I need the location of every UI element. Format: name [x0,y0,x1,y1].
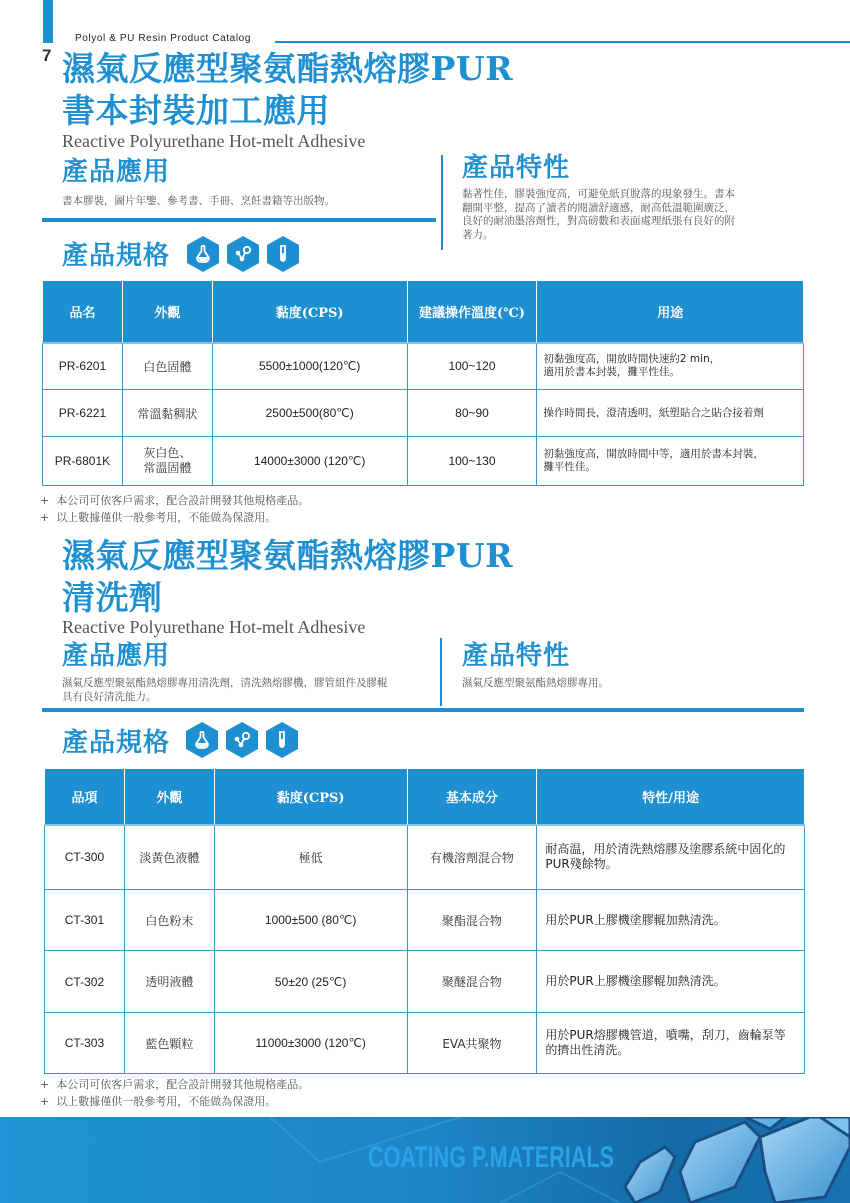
usage: 耐高温，用於清洗熱熔膠及塗膠系統中固化的 PUR殘餘物。 [537,825,805,890]
section1-features-heading: 產品特性 [462,153,571,183]
temperature: 100~120 [407,343,537,390]
table-row [43,343,804,390]
appearance: 藍色顆粒 [124,1013,214,1074]
usage: 初黏強度高，開放時間中等，適用於書本封裝， 攤平性佳。 [537,437,804,486]
section2-application-text: 濕氣反應型聚氨酯熱熔膠專用清洗劑，清洗熱熔膠機，膠管組件及膠輥 具有良好清洗能力。 [62,677,388,703]
product-name: CT-303 [45,1013,125,1074]
product-name: PR-6201 [43,343,123,390]
usage: 操作時間長，澄清透明，紙塑貼合之貼合接着劑 [537,390,804,437]
section1-notes [40,492,309,526]
section1-spec-heading: 產品規格 [62,241,171,271]
section2-divider [440,638,442,706]
table-row [43,437,804,486]
section2-title [62,535,513,619]
table-row [45,1013,805,1074]
section1-title [62,48,513,132]
section2-spec-table [44,768,805,1074]
table-row [43,390,804,437]
table-row [45,890,805,951]
section1-bar [42,218,436,222]
viscosity: 14000±3000 (120℃) [212,437,407,486]
viscosity: 極低 [214,825,407,890]
footer-banner [0,1117,850,1203]
features-line: 翻開平整，提高了讀者的閱讀舒適感，耐高低溫範圍廣泛， [462,201,735,214]
note-item: + 以上數據僅供一般參考用，不能做為保證用。 [40,1095,277,1108]
features-line: 良好的耐油墨溶劑性，對高磅數和表面處理紙張有良好的附 [462,215,735,227]
appearance: 透明液體 [124,951,214,1013]
section2-features-heading: 產品特性 [462,641,571,671]
note-item: + 以上數據僅供一般參考用，不能做為保證用。 [40,511,277,524]
section2-notes [40,1076,309,1110]
note-item: + 本公司可依客戶需求，配合設計開發其他規格產品。 [40,494,310,507]
appearance: 常溫黏稠狀 [122,390,212,437]
test-tube-icon [267,236,299,272]
product-name: CT-301 [45,890,125,951]
composition: 有機溶劑混合物 [407,825,537,890]
section1-application-heading: 產品應用 [62,157,171,187]
hexagon-pattern-icon [610,1117,850,1203]
section1-divider [441,155,443,250]
usage: 用於PUR上膠機塗膠輥加熱清洗。 [537,890,805,951]
table-header-row [45,769,805,825]
catalog-title: Polyol & PU Resin Product Catalog [75,33,251,44]
temperature: 100~130 [407,437,537,486]
section1-application-text: 書本膠裝，圖片年鑒、參考書、手冊、烹飪書籍等出版物。 [62,195,335,207]
appearance: 白色固體 [122,343,212,390]
usage: 用於PUR上膠機塗膠輥加熱清洗。 [537,951,805,1013]
temperature: 80~90 [407,390,537,437]
features-line: 黏著性佳，膠裝強度高，可避免紙頁脫落的現象發生。書本 [462,188,735,200]
section2-title-line1: 濕氣反應型聚氨酯熱熔膠PUR [62,536,514,575]
usage: 初黏強度高，開放時間快速約2 min， 適用於書本封裝，攤平性佳。 [537,343,804,390]
header-rule [275,41,850,43]
note-item: + 本公司可依客戶需求，配合設計開發其他規格產品。 [40,1078,310,1091]
viscosity: 11000±3000 (120℃) [214,1013,407,1074]
product-name: PR-6801K [43,437,123,486]
col-header: 建議操作溫度(℃) [407,281,537,343]
section1-subtitle-en: Reactive Polyurethane Hot-melt Adhesive [62,131,366,151]
flask-icon [187,236,219,272]
product-name: PR-6221 [43,390,123,437]
section1-title-line1: 濕氣反應型聚氨酯熱熔膠PUR [62,49,514,88]
composition: 聚醚混合物 [407,951,537,1013]
section2-spec-icons [186,722,298,758]
viscosity: 2500±500(80℃) [212,390,407,437]
test-tube-icon [266,722,298,758]
viscosity: 1000±500 (80℃) [214,890,407,951]
col-header: 黏度(CPS) [212,281,407,343]
col-header: 品名 [43,281,123,343]
footer-brand-text: COATING P.MATERIALS [368,1141,615,1174]
section1-spec-table [42,280,804,486]
section2-subtitle-en: Reactive Polyurethane Hot-melt Adhesive [62,617,366,637]
section1-spec-icons [187,236,299,272]
col-header: 黏度(CPS) [214,769,407,825]
col-header: 特性/用途 [537,769,805,825]
product-name: CT-300 [45,825,125,890]
table-row [45,825,805,890]
viscosity: 5500±1000(120℃) [212,343,407,390]
col-header: 品項 [45,769,125,825]
col-header: 外觀 [124,769,214,825]
molecule-icon [227,236,259,272]
section2-features-text: 濕氣反應型聚氨酯熱熔膠專用。 [462,677,609,689]
table-header-row [43,281,804,343]
top-accent-bar [43,0,53,43]
table-row [45,951,805,1013]
section2-title-line2: 清洗劑 [62,578,163,617]
page-number: 7 [42,46,52,65]
viscosity: 50±20 (25℃) [214,951,407,1013]
section1-features-text [462,188,762,242]
molecule-icon [226,722,258,758]
appearance: 淡黃色液體 [124,825,214,890]
product-name: CT-302 [45,951,125,1013]
appearance: 灰白色、 常溫固體 [122,437,212,486]
section2-application-heading: 產品應用 [62,641,171,671]
section1-title-line2: 書本封裝加工應用 [62,91,330,130]
col-header: 外觀 [122,281,212,343]
usage: 用於PUR熔膠機管道，噴嘴，刮刀，齒輪泵等 的擠出性清洗。 [537,1013,805,1074]
col-header: 基本成分 [407,769,537,825]
features-line: 著力。 [462,228,494,241]
flask-icon [186,722,218,758]
composition: EVA共聚物 [407,1013,537,1074]
col-header: 用途 [537,281,804,343]
section2-spec-heading: 產品規格 [62,728,171,758]
appearance: 白色粉末 [124,890,214,951]
composition: 聚酯混合物 [407,890,537,951]
section2-bar [42,708,804,712]
